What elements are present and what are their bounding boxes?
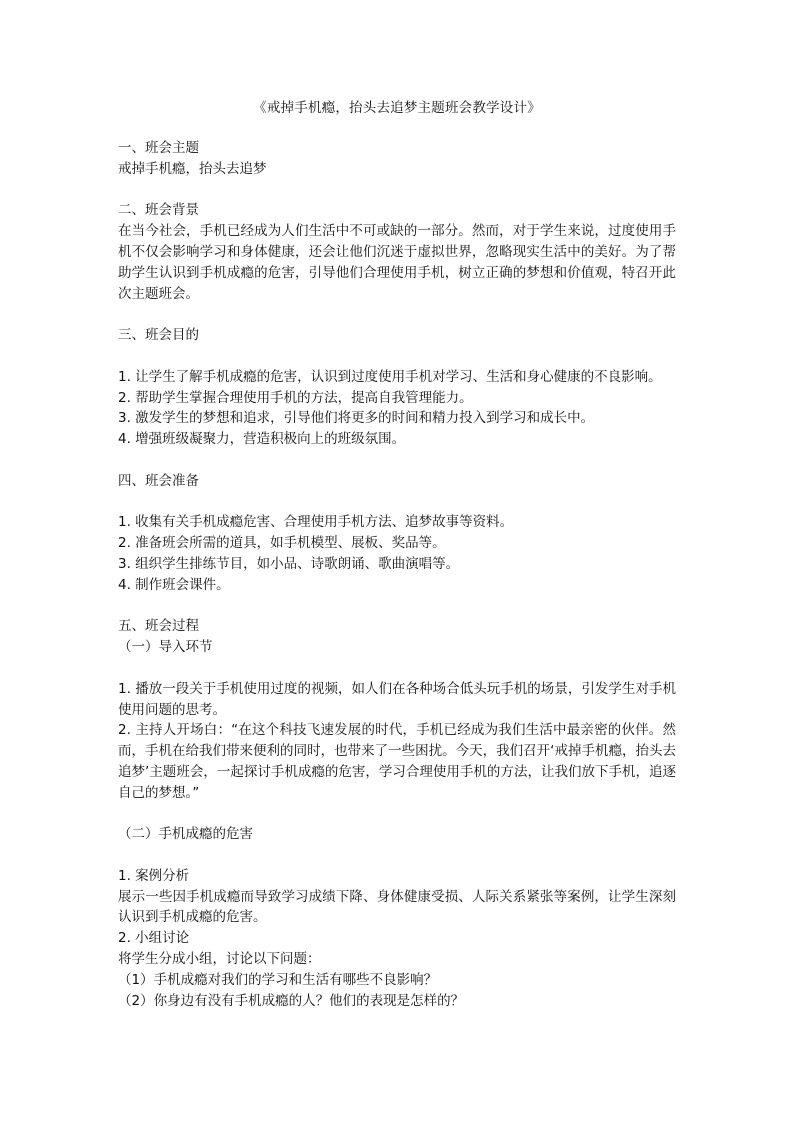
group-discussion-heading: 2. 小组讨论 <box>118 930 190 947</box>
intro-item: 2. 主持人开场白：“在这个科技飞速发展的时代，手机已经成为我们生活中最亲密的伙伴。然而，手机在给我们带来便利的同时，也带来了一些困扰。今天，我们召开‘戒掉手机瘾，抬头去追梦’主题班会，一起探讨手机成瘾的危害，学习合理使用手机的方法，让我们放下手机，追逐自己的梦想。” <box>118 722 676 801</box>
purpose-item: 2. 帮助学生掌握合理使用手机的方法，提高自我管理能力。 <box>118 389 473 406</box>
preparation-item: 1. 收集有关手机成瘾危害、合理使用手机方法、追梦故事等资料。 <box>118 514 514 531</box>
section-heading-process: 五、班会过程 <box>118 618 199 635</box>
section-heading-background: 二、班会背景 <box>118 202 199 219</box>
document-title: 《戒掉手机瘾，抬头去追梦主题班会教学设计》 <box>253 100 541 116</box>
section-heading-purpose: 三、班会目的 <box>118 327 199 344</box>
intro-item: 1. 播放一段关于手机使用过度的视频，如人们在各种场合低头玩手机的场景，引发学生对手机使用问题的思考。 <box>118 680 676 718</box>
section-heading-preparation: 四、班会准备 <box>118 472 199 489</box>
background-text: 在当今社会，手机已经成为人们生活中不可或缺的一部分。然而，对于学生来说，过度使用手机不仅会影响学习和身体健康，还会让他们沉迷于虚拟世界，忽略现实生活中的美好。为了帮助学生认识到手机成瘾的危害，引导他们合理使用手机，树立正确的梦想和价值观，特召开此次主题班会。 <box>118 223 676 302</box>
case-analysis-text: 展示一些因手机成瘾而导致学习成绩下降、身体健康受损、人际关系紧张等案例，让学生深刻认识到手机成瘾的危害。 <box>118 888 676 926</box>
subsection-heading-intro: （一）导入环节 <box>118 639 213 656</box>
subsection-heading-harm: （二）手机成瘾的危害 <box>118 826 253 843</box>
discussion-question: （2）你身边有没有手机成瘾的人？他们的表现是怎样的？ <box>118 992 465 1009</box>
discussion-question: （1）手机成瘾对我们的学习和生活有哪些不良影响？ <box>118 971 438 988</box>
preparation-item: 3. 组织学生排练节目，如小品、诗歌朗诵、歌曲演唱等。 <box>118 555 460 572</box>
preparation-item: 4. 制作班会课件。 <box>118 576 230 593</box>
case-analysis-heading: 1. 案例分析 <box>118 867 190 884</box>
group-discussion-text: 将学生分成小组，讨论以下问题： <box>118 951 321 968</box>
purpose-item: 4. 增强班级凝聚力，营造积极向上的班级氛围。 <box>118 431 406 448</box>
theme-text: 戒掉手机瘾，抬头去追梦 <box>118 160 267 177</box>
section-heading-theme: 一、班会主题 <box>118 140 199 156</box>
purpose-item: 1. 让学生了解手机成瘾的危害，认识到过度使用手机对学习、生活和身心健康的不良影响。 <box>118 368 662 385</box>
purpose-item: 3. 激发学生的梦想和追求，引导他们将更多的时间和精力投入到学习和成长中。 <box>118 410 595 427</box>
preparation-item: 2. 准备班会所需的道具，如手机模型、展板、奖品等。 <box>118 535 446 552</box>
